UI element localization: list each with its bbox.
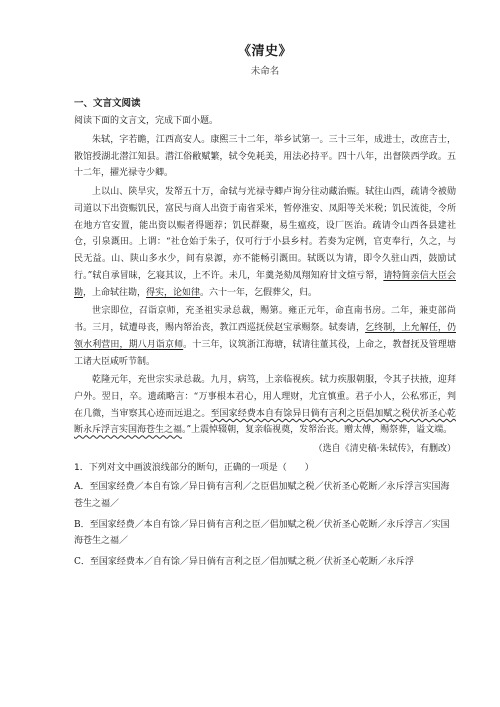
passage-text: 。”上震悼辍朝，复亲临视奠，发帑治丧。赠太傅，赐祭葬，谥文端。: [182, 425, 453, 436]
question-stem: 1．下列对文中画波浪线部分的断句，正确的一项是（ ）: [74, 463, 314, 474]
passage-text: 。六十一年，乞假葬父，归。: [200, 287, 318, 298]
passage-paragraph-4: [74, 372, 456, 439]
passage-text: ，上命轼往勘，: [83, 287, 147, 298]
option-c[interactable]: C．至国家经费本／自有馀／异日倘有言利之臣／倡加赋之税／伏祈圣心乾断／永斥浮: [74, 557, 414, 568]
passage-source: （选自《清史稿·朱轼传》，有删改）: [313, 444, 456, 455]
passage-paragraph-3: [74, 303, 456, 370]
document-title: 《清史》: [237, 44, 292, 59]
passage-text: 。十三年，议筑浙江海塘，轼请往董其役，上命之，教督抚及管理塘工诸大臣咸听节制。: [74, 339, 456, 367]
passage-text: 上以山、陕旱灾，发帑五十万，命轼与光禄寺卿卢询分往动藏治赈。轼往山西，疏请令被勋司道以下出资赈饥民，富民与商人出资于南省采米，暂停淮安、凤阳等关米税；饥民流徙，令所在地方官安置，能出资以赈者得题荐；饥民群聚，易生瘟疫，设厂医治。疏请令山西各县建社仓，引泉溉田。上谓：“社仓始于朱子，仅可行于小县乡村。若奏为定例，官吏奉行，久之，与民无益。山、陕山多水少，间有泉源，亦不能畅引溉田。轼既以为请，即令久驻山西，鼓励试行。”轼自承冒昧，乞寝其议，上不许。未几，年羹尧劾凤翔知府甘文煊亏帑，: [74, 187, 456, 281]
section-heading: 一、文言文阅读: [74, 98, 141, 109]
underlined-sentence-1: 请特简亲信大臣会勘: [74, 270, 456, 298]
passage-paragraph-1: 朱轼，字若瞻，江西高安人。康熙三十二年，举乡试第一。三十三年，成进士，改庶吉士，散馆授湖北潜江知县。潜江俗敝赋繁，轼令免耗美，用法必持平。四十八年，出督陕西学政。五十二年，擢光禄寺少卿。: [74, 135, 456, 179]
passage-paragraph-2: [74, 184, 456, 301]
wavy-underlined-sentence: 至国家经费本自有馀异日倘有言利之臣倡加赋之税伏祈圣心乾断永斥浮言实国海苍生之福: [74, 408, 456, 436]
document-subtitle: 未命名: [250, 66, 280, 77]
underlined-sentence-3: 乞终制，上允解任，仍领水利营田，期八月诣京师: [74, 323, 456, 350]
section-instruction: 阅读下面的文言文，完成下面小题。: [74, 116, 219, 126]
passage-text: 乾隆元年，充世宗实录总裁。九月，病笃，上亲临视疾。轼力疾服朝服，令其子扶掖，迎拜户外。翌日，卒。遗疏略言：“万事根本君心，用人理财，尤宜慎重。君子小人，公私邪正，判在几微，当审察其心迹而远退之。: [74, 375, 456, 419]
underlined-sentence-2: 得实，论如律: [146, 287, 201, 298]
option-b[interactable]: B．至国家经费／本自有馀／异日倘有言利之臣／倡加赋之税／伏祈圣心乾断／永斥浮言／实国海苍生之福／: [74, 519, 450, 547]
option-a[interactable]: A．至国家经费／本自有馀／异日倘有言利／之臣倡加赋之税／伏祈圣心乾断／永斥浮言实国海苍生之福／: [74, 482, 450, 509]
passage-text: 世宗即位，召诣京师，充圣祖实录总裁，赐第。雍正元年，命直南书房。二年，兼吏部尚书。三月，轼遭母丧，赐内帑治丧，教江西巡抚侯赵宝承赐祭。轼奏请，: [74, 306, 456, 334]
